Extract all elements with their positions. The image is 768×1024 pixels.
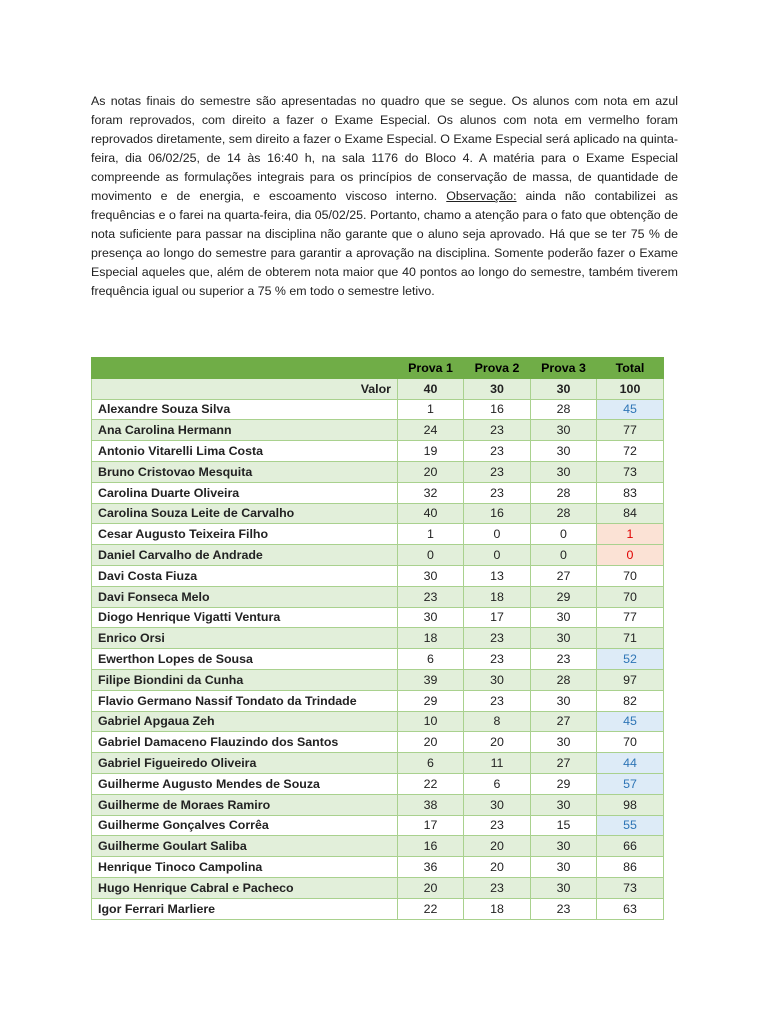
prova-2-score: 8 (464, 711, 531, 732)
table-row (92, 503, 664, 524)
prova-3-score: 30 (531, 607, 597, 628)
total-score: 97 (597, 669, 664, 690)
valor-prova-1: 40 (398, 378, 464, 399)
total-score: 44 (597, 753, 664, 774)
prova-1-score: 39 (398, 669, 464, 690)
prova-2-score: 23 (464, 420, 531, 441)
header-total: Total (597, 358, 664, 379)
prova-2-score: 23 (464, 815, 531, 836)
observation-label: Observação: (446, 189, 517, 203)
prova-1-score: 30 (398, 565, 464, 586)
valor-total: 100 (597, 378, 664, 399)
prova-2-score: 23 (464, 461, 531, 482)
prova-3-score: 27 (531, 565, 597, 586)
total-score: 72 (597, 441, 664, 462)
table-row (92, 753, 664, 774)
total-score: 45 (597, 399, 664, 420)
prova-3-score: 28 (531, 503, 597, 524)
prova-3-score: 15 (531, 815, 597, 836)
prova-3-score: 27 (531, 753, 597, 774)
prova-2-score: 6 (464, 773, 531, 794)
prova-3-score: 30 (531, 461, 597, 482)
total-score: 70 (597, 732, 664, 753)
student-name: Ewerthon Lopes de Sousa (92, 649, 398, 670)
header-row (92, 358, 664, 379)
total-score: 83 (597, 482, 664, 503)
prova-2-score: 23 (464, 649, 531, 670)
table-row (92, 482, 664, 503)
student-name: Igor Ferrari Marliere (92, 898, 398, 919)
intro-paragraph (91, 92, 678, 301)
table-row (92, 898, 664, 919)
student-name: Davi Costa Fiuza (92, 565, 398, 586)
grades-table (91, 357, 664, 920)
prova-1-score: 20 (398, 461, 464, 482)
prova-3-score: 0 (531, 545, 597, 566)
prova-1-score: 19 (398, 441, 464, 462)
prova-1-score: 36 (398, 857, 464, 878)
table-row (92, 732, 664, 753)
prova-1-score: 20 (398, 732, 464, 753)
total-score: 86 (597, 857, 664, 878)
total-score: 73 (597, 877, 664, 898)
table-row (92, 586, 664, 607)
prova-1-score: 38 (398, 794, 464, 815)
student-name: Daniel Carvalho de Andrade (92, 545, 398, 566)
student-name: Bruno Cristovao Mesquita (92, 461, 398, 482)
table-row (92, 669, 664, 690)
prova-2-score: 13 (464, 565, 531, 586)
prova-3-score: 30 (531, 628, 597, 649)
student-name: Davi Fonseca Melo (92, 586, 398, 607)
table-row (92, 524, 664, 545)
intro-text-part2: ainda não contabilizei as frequências e o farei na quarta-feira, dia 05/02/25. Portanto, chamo a atenção para o fato que obtenção de nota suficiente para passar na disciplina não garante que o aluno seja aprovado. Há que se ter 75 % de presença ao longo do semestre para garantir a aprovação na disciplina. Somente poderão fazer o Exame Especial aqueles que, além de obterem nota maior que 40 pontos ao longo do semestre, também tiverem frequência igual ou superior a 75 % em todo o semestre letivo. (91, 189, 678, 298)
student-name: Cesar Augusto Teixeira Filho (92, 524, 398, 545)
table-row (92, 815, 664, 836)
prova-3-score: 28 (531, 399, 597, 420)
student-name: Hugo Henrique Cabral e Pacheco (92, 877, 398, 898)
student-name: Enrico Orsi (92, 628, 398, 649)
total-score: 73 (597, 461, 664, 482)
prova-1-score: 22 (398, 898, 464, 919)
total-score: 57 (597, 773, 664, 794)
prova-1-score: 6 (398, 649, 464, 670)
prova-2-score: 20 (464, 836, 531, 857)
grades-body (92, 378, 664, 919)
total-score: 98 (597, 794, 664, 815)
total-score: 82 (597, 690, 664, 711)
student-name: Gabriel Apgaua Zeh (92, 711, 398, 732)
prova-3-score: 30 (531, 794, 597, 815)
total-score: 70 (597, 586, 664, 607)
total-score: 0 (597, 545, 664, 566)
prova-3-score: 23 (531, 649, 597, 670)
table-row (92, 877, 664, 898)
student-name: Gabriel Figueiredo Oliveira (92, 753, 398, 774)
table-row (92, 857, 664, 878)
prova-2-score: 18 (464, 898, 531, 919)
total-score: 66 (597, 836, 664, 857)
header-name (92, 358, 398, 379)
prova-1-score: 17 (398, 815, 464, 836)
total-score: 55 (597, 815, 664, 836)
prova-2-score: 11 (464, 753, 531, 774)
total-score: 77 (597, 420, 664, 441)
prova-2-score: 20 (464, 732, 531, 753)
table-row (92, 628, 664, 649)
student-name: Gabriel Damaceno Flauzindo dos Santos (92, 732, 398, 753)
prova-3-score: 30 (531, 690, 597, 711)
valor-label: Valor (92, 378, 398, 399)
table-row (92, 794, 664, 815)
table-row (92, 399, 664, 420)
table-row (92, 690, 664, 711)
valor-prova-3: 30 (531, 378, 597, 399)
prova-2-score: 0 (464, 524, 531, 545)
student-name: Guilherme Goulart Saliba (92, 836, 398, 857)
table-row (92, 545, 664, 566)
prova-3-score: 28 (531, 669, 597, 690)
table-row (92, 649, 664, 670)
prova-1-score: 32 (398, 482, 464, 503)
prova-2-score: 30 (464, 669, 531, 690)
prova-1-score: 23 (398, 586, 464, 607)
table-row (92, 836, 664, 857)
prova-3-score: 23 (531, 898, 597, 919)
table-row (92, 441, 664, 462)
prova-2-score: 30 (464, 794, 531, 815)
total-score: 45 (597, 711, 664, 732)
prova-2-score: 0 (464, 545, 531, 566)
prova-3-score: 30 (531, 857, 597, 878)
prova-1-score: 18 (398, 628, 464, 649)
student-name: Guilherme Gonçalves Corrêa (92, 815, 398, 836)
prova-2-score: 20 (464, 857, 531, 878)
prova-2-score: 23 (464, 441, 531, 462)
intro-text-part1: As notas finais do semestre são apresentadas no quadro que se segue. Os alunos com nota em azul foram reprovados, com direito a fazer o Exame Especial. Os alunos com nota em vermelho foram reprovados diretamente, sem direito a fazer o Exame Especial. O Exame Especial será aplicado na quinta-feira, dia 06/02/25, de 14 às 16:40 h, na sala 1176 do Bloco 4. A matéria para o Exame Especial compreende as formulações integrais para os princípios de conservação de massa, de quantidade de movimento e de energia, e escoamento viscoso interno. (91, 94, 678, 203)
prova-3-score: 30 (531, 732, 597, 753)
prova-2-score: 23 (464, 628, 531, 649)
prova-1-score: 0 (398, 545, 464, 566)
prova-3-score: 30 (531, 877, 597, 898)
prova-2-score: 23 (464, 690, 531, 711)
total-score: 71 (597, 628, 664, 649)
student-name: Guilherme de Moraes Ramiro (92, 794, 398, 815)
student-name: Ana Carolina Hermann (92, 420, 398, 441)
prova-2-score: 16 (464, 503, 531, 524)
prova-1-score: 1 (398, 399, 464, 420)
prova-1-score: 1 (398, 524, 464, 545)
prova-3-score: 0 (531, 524, 597, 545)
header-prova-2: Prova 2 (464, 358, 531, 379)
prova-1-score: 40 (398, 503, 464, 524)
prova-3-score: 30 (531, 420, 597, 441)
student-name: Alexandre Souza Silva (92, 399, 398, 420)
student-name: Carolina Souza Leite de Carvalho (92, 503, 398, 524)
prova-1-score: 30 (398, 607, 464, 628)
prova-3-score: 28 (531, 482, 597, 503)
prova-2-score: 23 (464, 482, 531, 503)
student-name: Guilherme Augusto Mendes de Souza (92, 773, 398, 794)
student-name: Henrique Tinoco Campolina (92, 857, 398, 878)
prova-3-score: 30 (531, 441, 597, 462)
prova-1-score: 22 (398, 773, 464, 794)
prova-3-score: 29 (531, 773, 597, 794)
prova-1-score: 10 (398, 711, 464, 732)
header-prova-1: Prova 1 (398, 358, 464, 379)
prova-1-score: 16 (398, 836, 464, 857)
header-prova-3: Prova 3 (531, 358, 597, 379)
prova-1-score: 24 (398, 420, 464, 441)
student-name: Diogo Henrique Vigatti Ventura (92, 607, 398, 628)
student-name: Flavio Germano Nassif Tondato da Trindade (92, 690, 398, 711)
total-score: 63 (597, 898, 664, 919)
valor-prova-2: 30 (464, 378, 531, 399)
total-score: 52 (597, 649, 664, 670)
prova-2-score: 23 (464, 877, 531, 898)
prova-2-score: 16 (464, 399, 531, 420)
prova-3-score: 30 (531, 836, 597, 857)
total-score: 84 (597, 503, 664, 524)
table-row (92, 607, 664, 628)
table-row (92, 461, 664, 482)
total-score: 77 (597, 607, 664, 628)
prova-1-score: 20 (398, 877, 464, 898)
prova-1-score: 6 (398, 753, 464, 774)
prova-3-score: 27 (531, 711, 597, 732)
valor-row (92, 378, 664, 399)
prova-1-score: 29 (398, 690, 464, 711)
prova-2-score: 17 (464, 607, 531, 628)
table-row (92, 773, 664, 794)
table-row (92, 420, 664, 441)
prova-2-score: 18 (464, 586, 531, 607)
total-score: 1 (597, 524, 664, 545)
student-name: Filipe Biondini da Cunha (92, 669, 398, 690)
table-row (92, 711, 664, 732)
prova-3-score: 29 (531, 586, 597, 607)
table-row (92, 565, 664, 586)
student-name: Carolina Duarte Oliveira (92, 482, 398, 503)
total-score: 70 (597, 565, 664, 586)
student-name: Antonio Vitarelli Lima Costa (92, 441, 398, 462)
